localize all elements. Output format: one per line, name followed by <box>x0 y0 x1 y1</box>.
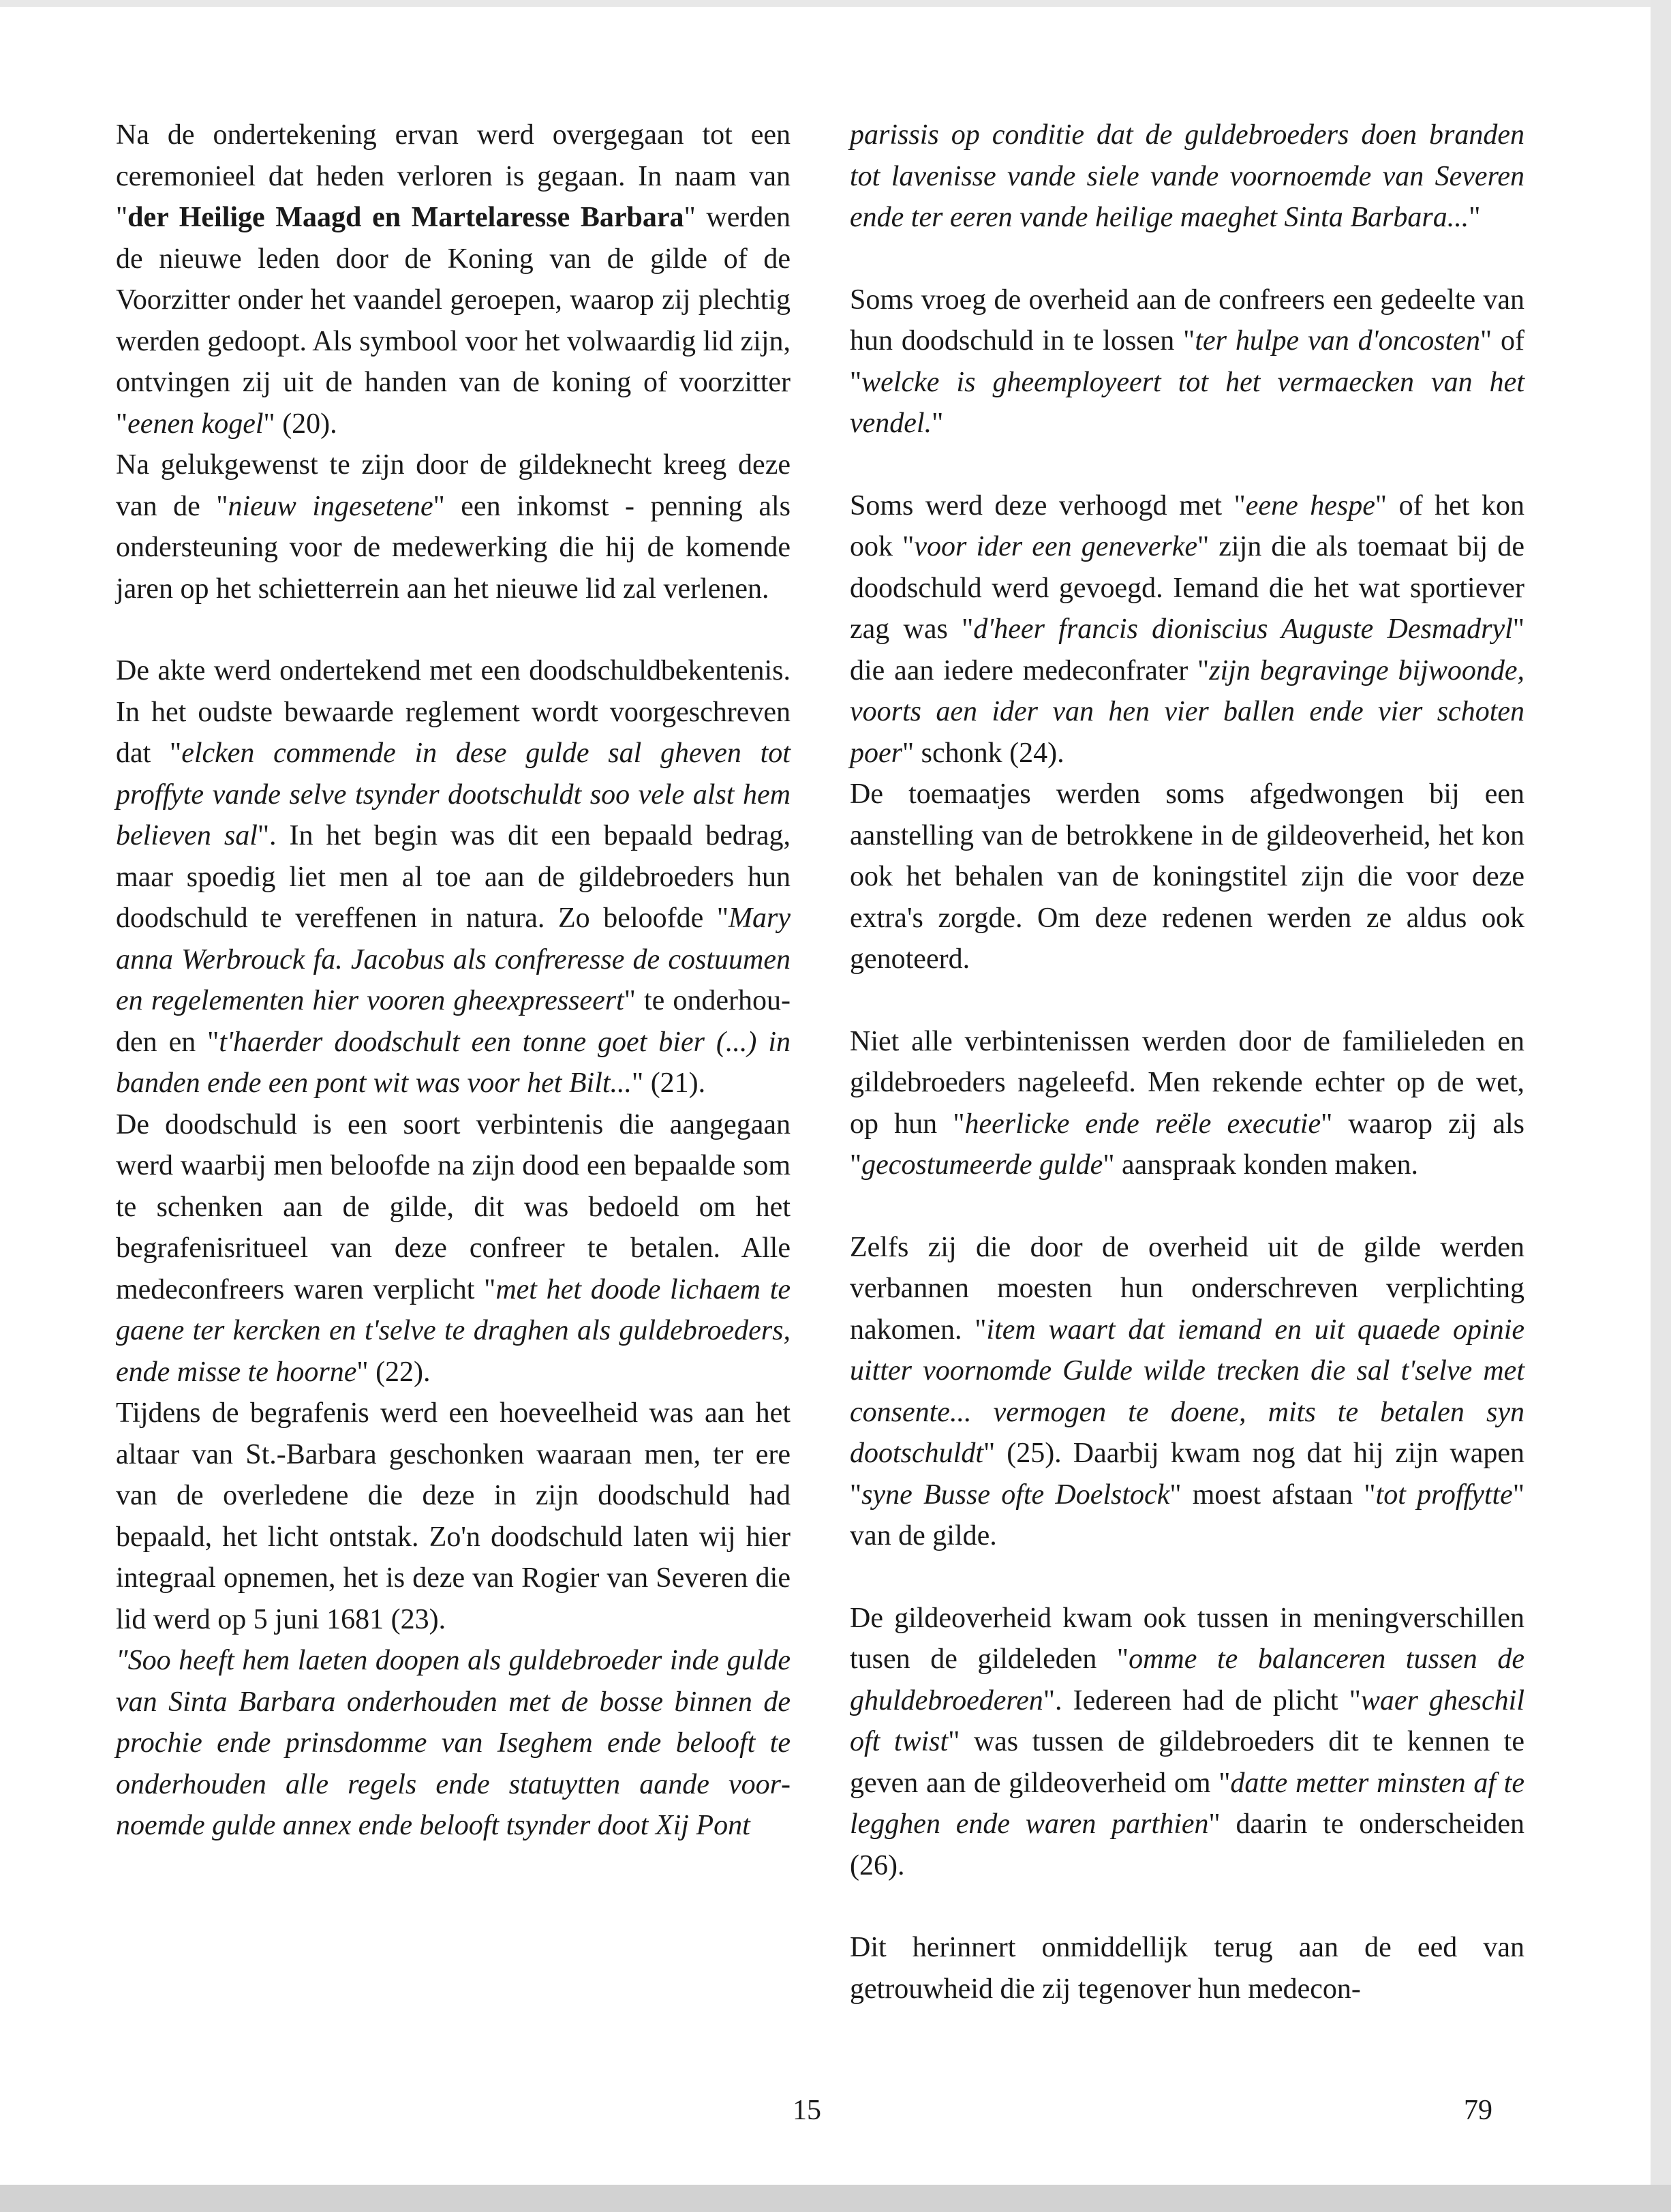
left-paragraph-1: Na de ondertekening ervan werd overgegaan tot een ceremonieel dat heden verloren is gegaan. In naam van "der Heilige Maagd en Martelaresse Barbara" werden de nieuwe leden door de Koning van de gilde of de Voorzitter onder het vaandel geroepen, waarop zij plechtig werden gedoopt. Als symbool voor het volwaardig lid zijn, ontvingen zij uit de handen van de koning of voorzitter "eenen kogel" (20). <box>116 119 791 440</box>
right-paragraph-6: Zelfs zij die door de overheid uit de gilde werden verbannen moesten hun onderschreven verplichting nakomen. "item waart dat iemand en uit quaede opinie uitter voornomde Gulde wilde trecken die sal t'selve met consente... vermogen te doene, mits te betalen syn dootschuldt" (25). Daarbij kwam nog dat hij zijn wapen "syne Busse ofte Doelstock" moest afstaan "tot proffytte" van de gilde. <box>850 1231 1524 1551</box>
right-paragraph-4: De toemaatjes werden soms afgedwongen bij een aanstelling van de betrokkene in de gildeoverheid, het kon ook het behalen van de koningstitel zijn die voor deze extra's zorgde. Om deze redenen werden ze aldus ook genoteerd. <box>850 778 1524 975</box>
scan-edge-right <box>1651 0 1671 2212</box>
scan-edge-top <box>0 0 1671 7</box>
right-column <box>850 115 1524 2010</box>
left-paragraph-3: De akte werd ondertekend met een doodschuldbekentenis. In het oudste bewaarde reglement wordt voorgeschreven dat "elcken commende in dese gulde sal gheven tot proffyte vande selve tsynder dootschuldt soo vele alst hem believen sal". In het begin was dit een bepaald bedrag, maar spoedig liet men al toe aan de gildebroeders hun doodschuld te vereffenen in natura. Zo beloofde "Mary anna Werbrouck fa. Jacobus als confreresse de costuumen en regelementen hier vooren gheexpresseert" te onderhouden en "t'haerder doodschult een tonne goet bier (...) in banden ende een pont wit was voor het Bilt..." (21). <box>116 655 791 1099</box>
scan-edge-bottom <box>0 2185 1671 2212</box>
page-number-right: 79 <box>1464 2095 1492 2126</box>
right-paragraph-3: Soms werd deze verhoogd met "eene hespe" of het kon ook "voor ider een geneverke" zijn die als toemaat bij de doodschuld werd gevoegd. Iemand die het wat sportiever zag was "d'heer francis dioniscius Auguste Desmadryl" die aan iedere medeconfrater "zijn begravinge bijwoonde, voorts aen ider van hen vier ballen ende vier schoten poer" schonk (24). <box>850 489 1524 769</box>
right-paragraph-1: parissis op conditie dat de guldebroeders doen branden tot lavenisse vande siele vande voornoemde van Severen ende ter eeren vande heilige maeghet Sinta Barbara..." <box>850 119 1524 233</box>
right-paragraph-2: Soms vroeg de overheid aan de confreers een gedeelte van hun doodschuld in te lossen "ter hulpe van d'oncosten" of "welcke is gheemployeert tot het vermaecken van het vendel." <box>850 284 1524 439</box>
right-paragraph-5: Niet alle verbintenissen werden door de familieleden en gildebroeders nageleefd. Men rekende echter op de wet, op hun "heerlicke ende reële executie" waarop zij als "gecostumeerde gulde" aanspraak konden maken. <box>850 1025 1524 1181</box>
right-paragraph-8: Dit herinnert onmiddellijk terug aan de eed van getrouwheid die zij tegenover hun medecon- <box>850 1932 1524 2005</box>
left-column <box>116 115 791 1847</box>
left-paragraph-5: Tijdens de begrafenis werd een hoeveelheid was aan het altaar van St.-Barbara geschonken waaraan men, ter ere van de overledene die deze in zijn doodschuld had bepaald, het licht ontstak. Zo'n doodschuld laten wij hier integraal opnemen, het is deze van Rogier van Severen die lid werd op 5 juni 1681 (23). <box>116 1397 791 1635</box>
left-quote-paragraph: "Soo heeft hem laeten doopen als guldebroeder inde gulde van Sinta Barbara onderhouden met de bosse binnen de prochie ende prinsdomme van Iseghem ende belooft te onderhouden alle regels ende statuytten aande voornoemde gulde annex ende belooft tsynder doot Xij Pont <box>116 1645 791 1841</box>
right-paragraph-7: De gildeoverheid kwam ook tussen in meningverschillen tusen de gildeleden "omme te balanceren tussen de ghuldebroederen". Iedereen had de plicht "waer gheschil oft twist" was tussen de gildebroeders dit te kennen te geven aan de gildeoverheid om "datte metter minsten af te legghen ende waren parthien" daarin te onderscheiden (26). <box>850 1602 1525 1881</box>
left-paragraph-2: Na gelukgewenst te zijn door de gildeknecht kreeg deze van de "nieuw ingesetene" een inkomst - penning als ondersteuning voor de medewerking die hij de komende jaren op het schietterrein aan het nieuwe lid zal verlenen. <box>116 449 791 605</box>
left-paragraph-4: De doodschuld is een soort verbintenis die aangegaan werd waarbij men beloofde na zijn dood een bepaalde som te schenken aan de gilde, dit was bedoeld om het begrafenisritueel van deze confreer te betalen. Alle medeconfreers waren verplicht "met het doode lichaem te gaene ter kercken en t'selve te draghen als guldebroeders, ende misse te hoorne" (22). <box>116 1108 791 1388</box>
page-number-left: 15 <box>793 2095 821 2126</box>
